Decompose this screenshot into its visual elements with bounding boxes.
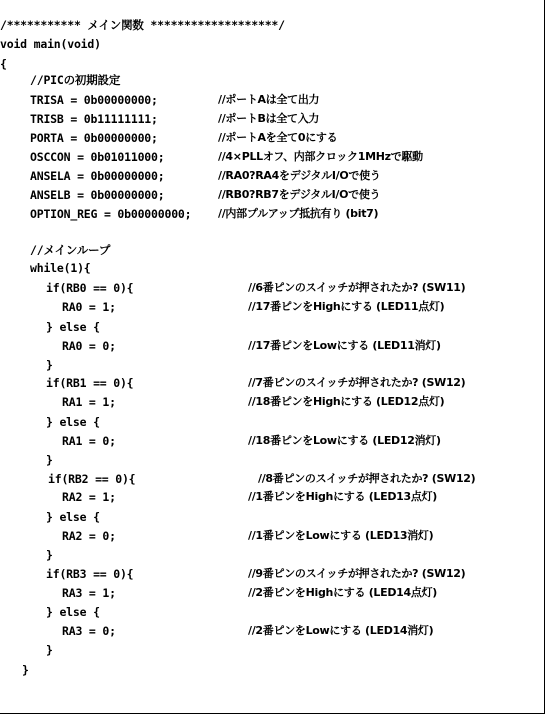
- code-text: RA2 = 1;: [62, 490, 116, 504]
- code-line: [62, 434, 441, 448]
- code-line: [30, 169, 381, 183]
- code-text: //メインループ: [30, 243, 111, 257]
- code-comment: //ポートAは全て出力: [218, 93, 320, 106]
- code-comment: //4×PLLオフ、内部クロック1MHzで駆動: [218, 150, 423, 163]
- code-comment: //7番ピンのスイッチが押されたか? (SW12): [248, 376, 466, 389]
- code-text: if(RB2 == 0){: [48, 472, 136, 486]
- code-text: {: [0, 57, 7, 71]
- code-line: [46, 320, 100, 334]
- code-text: while(1){: [30, 261, 91, 275]
- code-line: [30, 73, 120, 87]
- code-text: ANSELA = 0b00000000;: [30, 169, 165, 183]
- code-line: [30, 150, 423, 164]
- code-comment: //8番ピンのスイッチが押されたか? (SW12): [258, 472, 476, 485]
- code-line: [0, 57, 7, 71]
- code-comment: //18番ピンをLowにする (LED12消灯): [248, 434, 441, 447]
- code-text: RA0 = 0;: [62, 339, 116, 353]
- code-line: [30, 93, 320, 107]
- code-text: /*********** メイン関数 *******************/: [0, 18, 285, 32]
- code-text: if(RB1 == 0){: [46, 376, 134, 390]
- code-comment: //2番ピンをHighにする (LED14点灯): [248, 586, 438, 599]
- code-line: [46, 376, 466, 390]
- code-line: [62, 529, 434, 543]
- code-text: }: [22, 663, 29, 677]
- code-line: [30, 261, 91, 275]
- code-text: } else {: [46, 415, 100, 429]
- code-line: [46, 281, 466, 295]
- code-line: [62, 339, 441, 353]
- code-text: RA3 = 1;: [62, 586, 116, 600]
- code-line: [22, 663, 29, 677]
- code-line: [62, 300, 445, 314]
- code-text: } else {: [46, 510, 100, 524]
- code-line: [46, 605, 100, 619]
- code-line: [62, 624, 434, 638]
- code-line: [30, 131, 338, 145]
- code-text: } else {: [46, 320, 100, 334]
- code-text: if(RB3 == 0){: [46, 567, 134, 581]
- code-text: }: [46, 358, 53, 372]
- code-text: //PICの初期設定: [30, 73, 121, 87]
- code-line: [46, 643, 53, 657]
- code-comment: //6番ピンのスイッチが押されたか? (SW11): [248, 281, 466, 294]
- code-comment: //RB0?RB7をデジタルI/Oで使う: [218, 188, 381, 201]
- code-line: [0, 37, 101, 51]
- code-line: [0, 18, 285, 32]
- code-text: OSCCON = 0b01011000;: [30, 150, 165, 164]
- code-comment: //RA0?RA4をデジタルI/Oで使う: [218, 169, 381, 182]
- code-text: RA2 = 0;: [62, 529, 116, 543]
- code-comment: //1番ピンをHighにする (LED13点灯): [248, 490, 438, 503]
- code-line: [46, 567, 466, 581]
- code-text: RA1 = 1;: [62, 395, 116, 409]
- code-line: [62, 395, 445, 409]
- code-comment: //18番ピンをHighにする (LED12点灯): [248, 395, 445, 408]
- code-line: [46, 548, 53, 562]
- code-text: RA0 = 1;: [62, 300, 116, 314]
- code-line: [46, 415, 100, 429]
- code-line: [62, 586, 438, 600]
- code-line: [48, 472, 476, 486]
- code-line: [62, 490, 438, 504]
- code-comment: //17番ピンをLowにする (LED11消灯): [248, 339, 441, 352]
- code-line: [30, 188, 381, 202]
- code-text: RA1 = 0;: [62, 434, 116, 448]
- code-comment: //2番ピンをLowにする (LED14消灯): [248, 624, 434, 637]
- code-comment: //9番ピンのスイッチが押されたか? (SW12): [248, 567, 466, 580]
- code-line: [30, 243, 110, 257]
- code-text: ANSELB = 0b00000000;: [30, 188, 165, 202]
- code-comment: //ポートBは全て入力: [218, 112, 320, 125]
- code-comment: //17番ピンをHighにする (LED11点灯): [248, 300, 445, 313]
- code-comment: //ポートAを全て0にする: [218, 131, 338, 144]
- code-line: [46, 453, 53, 467]
- code-text: }: [46, 548, 53, 562]
- code-text: }: [46, 453, 53, 467]
- code-line: [30, 112, 320, 126]
- code-line: [46, 358, 53, 372]
- code-comment: //内部プルアップ抵抗有り (bit7): [218, 207, 379, 220]
- code-line: [30, 207, 379, 221]
- code-line: [46, 510, 100, 524]
- code-text: OPTION_REG = 0b00000000;: [30, 207, 192, 221]
- code-text: } else {: [46, 605, 100, 619]
- code-text: PORTA = 0b00000000;: [30, 131, 158, 145]
- code-text: void main(void): [0, 37, 101, 51]
- code-text: TRISA = 0b00000000;: [30, 93, 158, 107]
- code-comment: //1番ピンをLowにする (LED13消灯): [248, 529, 434, 542]
- code-text: TRISB = 0b11111111;: [30, 112, 158, 126]
- code-text: if(RB0 == 0){: [46, 281, 134, 295]
- code-text: }: [46, 643, 53, 657]
- code-text: RA3 = 0;: [62, 624, 116, 638]
